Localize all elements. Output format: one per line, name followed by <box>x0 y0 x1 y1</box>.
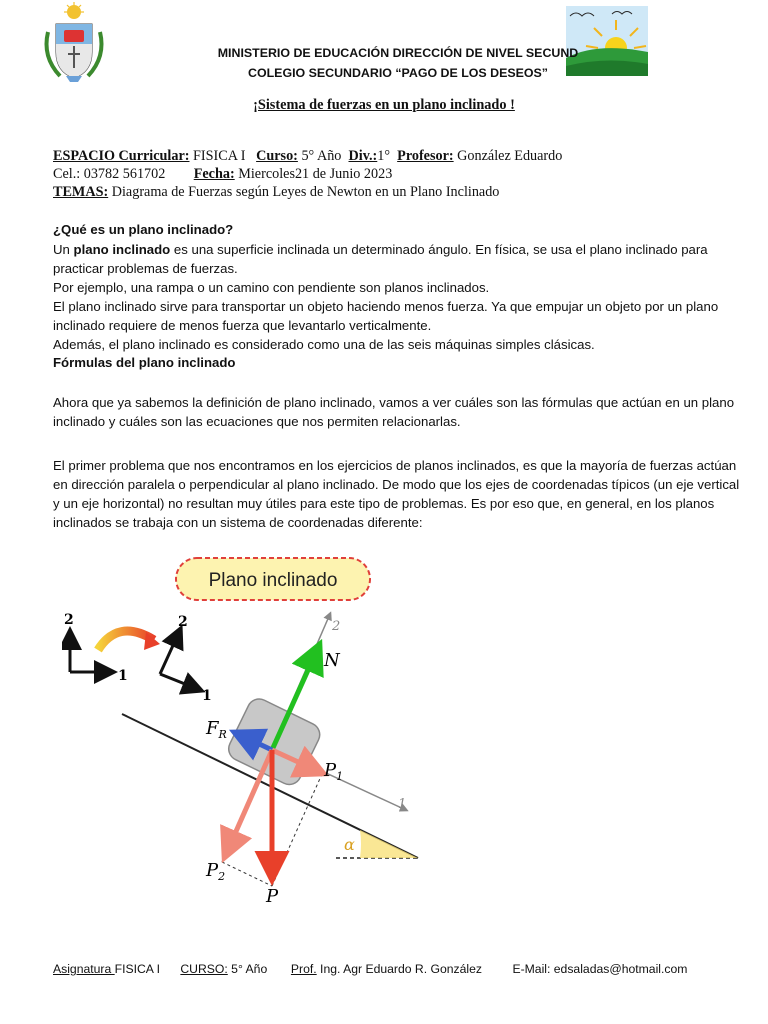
helper-dash-2 <box>222 862 272 886</box>
section2-paragraph-1: Ahora que ya sabemos la definición de plano inclinado, vamos a ver cuáles son las fórmulas que actúan en un plano inclinado y cuáles son las ecuaciones que nos permiten relacionarlas. <box>53 395 735 429</box>
section1-paragraph-1 <box>53 240 743 278</box>
cel-text: Cel.: 03782 561702 <box>53 166 166 182</box>
footer-prof-value: Ing. Agr Eduardo R. González <box>316 962 482 976</box>
section1-paragraph-3: El plano inclinado sirve para transportar un objeto haciendo menos fuerza. Ya que empujar un objeto por un plano inclinado requiere de menos fuerza que levantarlo verticalmente. <box>53 299 719 333</box>
section2-paragraph-2: El primer problema que nos encontramos en los ejercicios de planos inclinados, es que la mayoría de fuerzas actúan en dirección paralela o perpendicular al plano inclinado. De modo que los ejes de coordenadas típicos (un eje vertical y un eje horizontal) no resultan muy útiles para este tipo de problemas. Es por eso que, en general, en los planos inclinados se trabaja con un sistema de coordenadas diferente: <box>53 458 740 530</box>
rotated-axis-2 <box>160 630 180 674</box>
section2-heading: Fórmulas del plano inclinado <box>53 355 236 370</box>
p1-label: $P_1$ <box>324 760 344 783</box>
info-line-3 <box>53 184 499 201</box>
espacio-value: FISICA I <box>193 148 246 164</box>
div-label: Div.: <box>348 148 378 164</box>
footer-email: E-Mail: edsaladas@hotmail.com <box>512 962 688 976</box>
tilted-axis-2-label: 2 <box>332 619 341 634</box>
footer-asignatura-value: FISICA I <box>114 962 161 976</box>
fecha-value: Miercoles21 de Junio 2023 <box>238 166 393 182</box>
curso-value: 5° Año <box>301 148 342 164</box>
friction-force-label: $F_R$ <box>206 718 227 741</box>
section1-paragraph-4: Además, el plano inclinado es considerado como una de las seis máquinas simples clásicas. <box>53 337 595 352</box>
info-line-1 <box>53 148 562 165</box>
document-title <box>0 97 768 114</box>
diagram-title: Plano inclinado <box>208 570 338 591</box>
weight-label: P <box>266 886 279 907</box>
inclined-plane-diagram <box>62 548 422 908</box>
axis-label-1: 1 <box>118 668 128 684</box>
temas-label: TEMAS: <box>53 184 109 200</box>
p2-label: $P_2$ <box>206 860 226 883</box>
espacio-label: ESPACIO Curricular: <box>53 148 190 164</box>
school-heading: COLEGIO SECUNDARIO “PAGO DE LOS DESEOS” <box>248 66 548 80</box>
footer-curso-value: 5° Año <box>227 962 268 976</box>
profesor-value: González Eduardo <box>457 148 563 164</box>
rotated-axis-1 <box>160 674 200 690</box>
rotated-axis-label-1: 1 <box>202 688 212 704</box>
angle-alpha-label: α <box>344 835 355 854</box>
fecha-label: Fecha: <box>193 166 235 182</box>
ministry-heading: MINISTERIO DE EDUCACIÓN DIRECCIÓN DE NIVEL SECUND <box>217 46 579 60</box>
profesor-label: Profesor: <box>397 148 454 164</box>
div-value: 1° <box>377 148 391 164</box>
p1-pre: Un <box>53 242 74 257</box>
p1-bold: plano inclinado <box>73 242 171 257</box>
info-line-2 <box>53 166 392 183</box>
temas-value: Diagrama de Fuerzas según Leyes de Newton en un Plano Inclinado <box>111 184 500 200</box>
footer <box>53 962 687 976</box>
footer-asignatura-label: Asignatura <box>53 962 115 976</box>
p1-post: es una superficie inclinada un determinado ángulo. En física, se usa el plano inclinado para practicar problemas de fuerzas. <box>53 242 708 276</box>
footer-prof-label: Prof. <box>290 962 317 976</box>
title-text: ¡Sistema de fuerzas en un plano inclinado ! <box>253 97 515 113</box>
section1-paragraph-2: Por ejemplo, una rampa o un camino con pendiente son planos inclinados. <box>53 280 490 295</box>
tilted-axis-1-label: 1 <box>398 797 407 812</box>
normal-force-label: N <box>324 650 340 671</box>
curso-label: Curso: <box>256 148 298 164</box>
footer-curso-label: CURSO: <box>180 962 228 976</box>
section1-heading: ¿Qué es un plano inclinado? <box>53 222 234 237</box>
rotated-axis-label-2: 2 <box>178 614 188 630</box>
axis-label-2: 2 <box>64 612 74 628</box>
